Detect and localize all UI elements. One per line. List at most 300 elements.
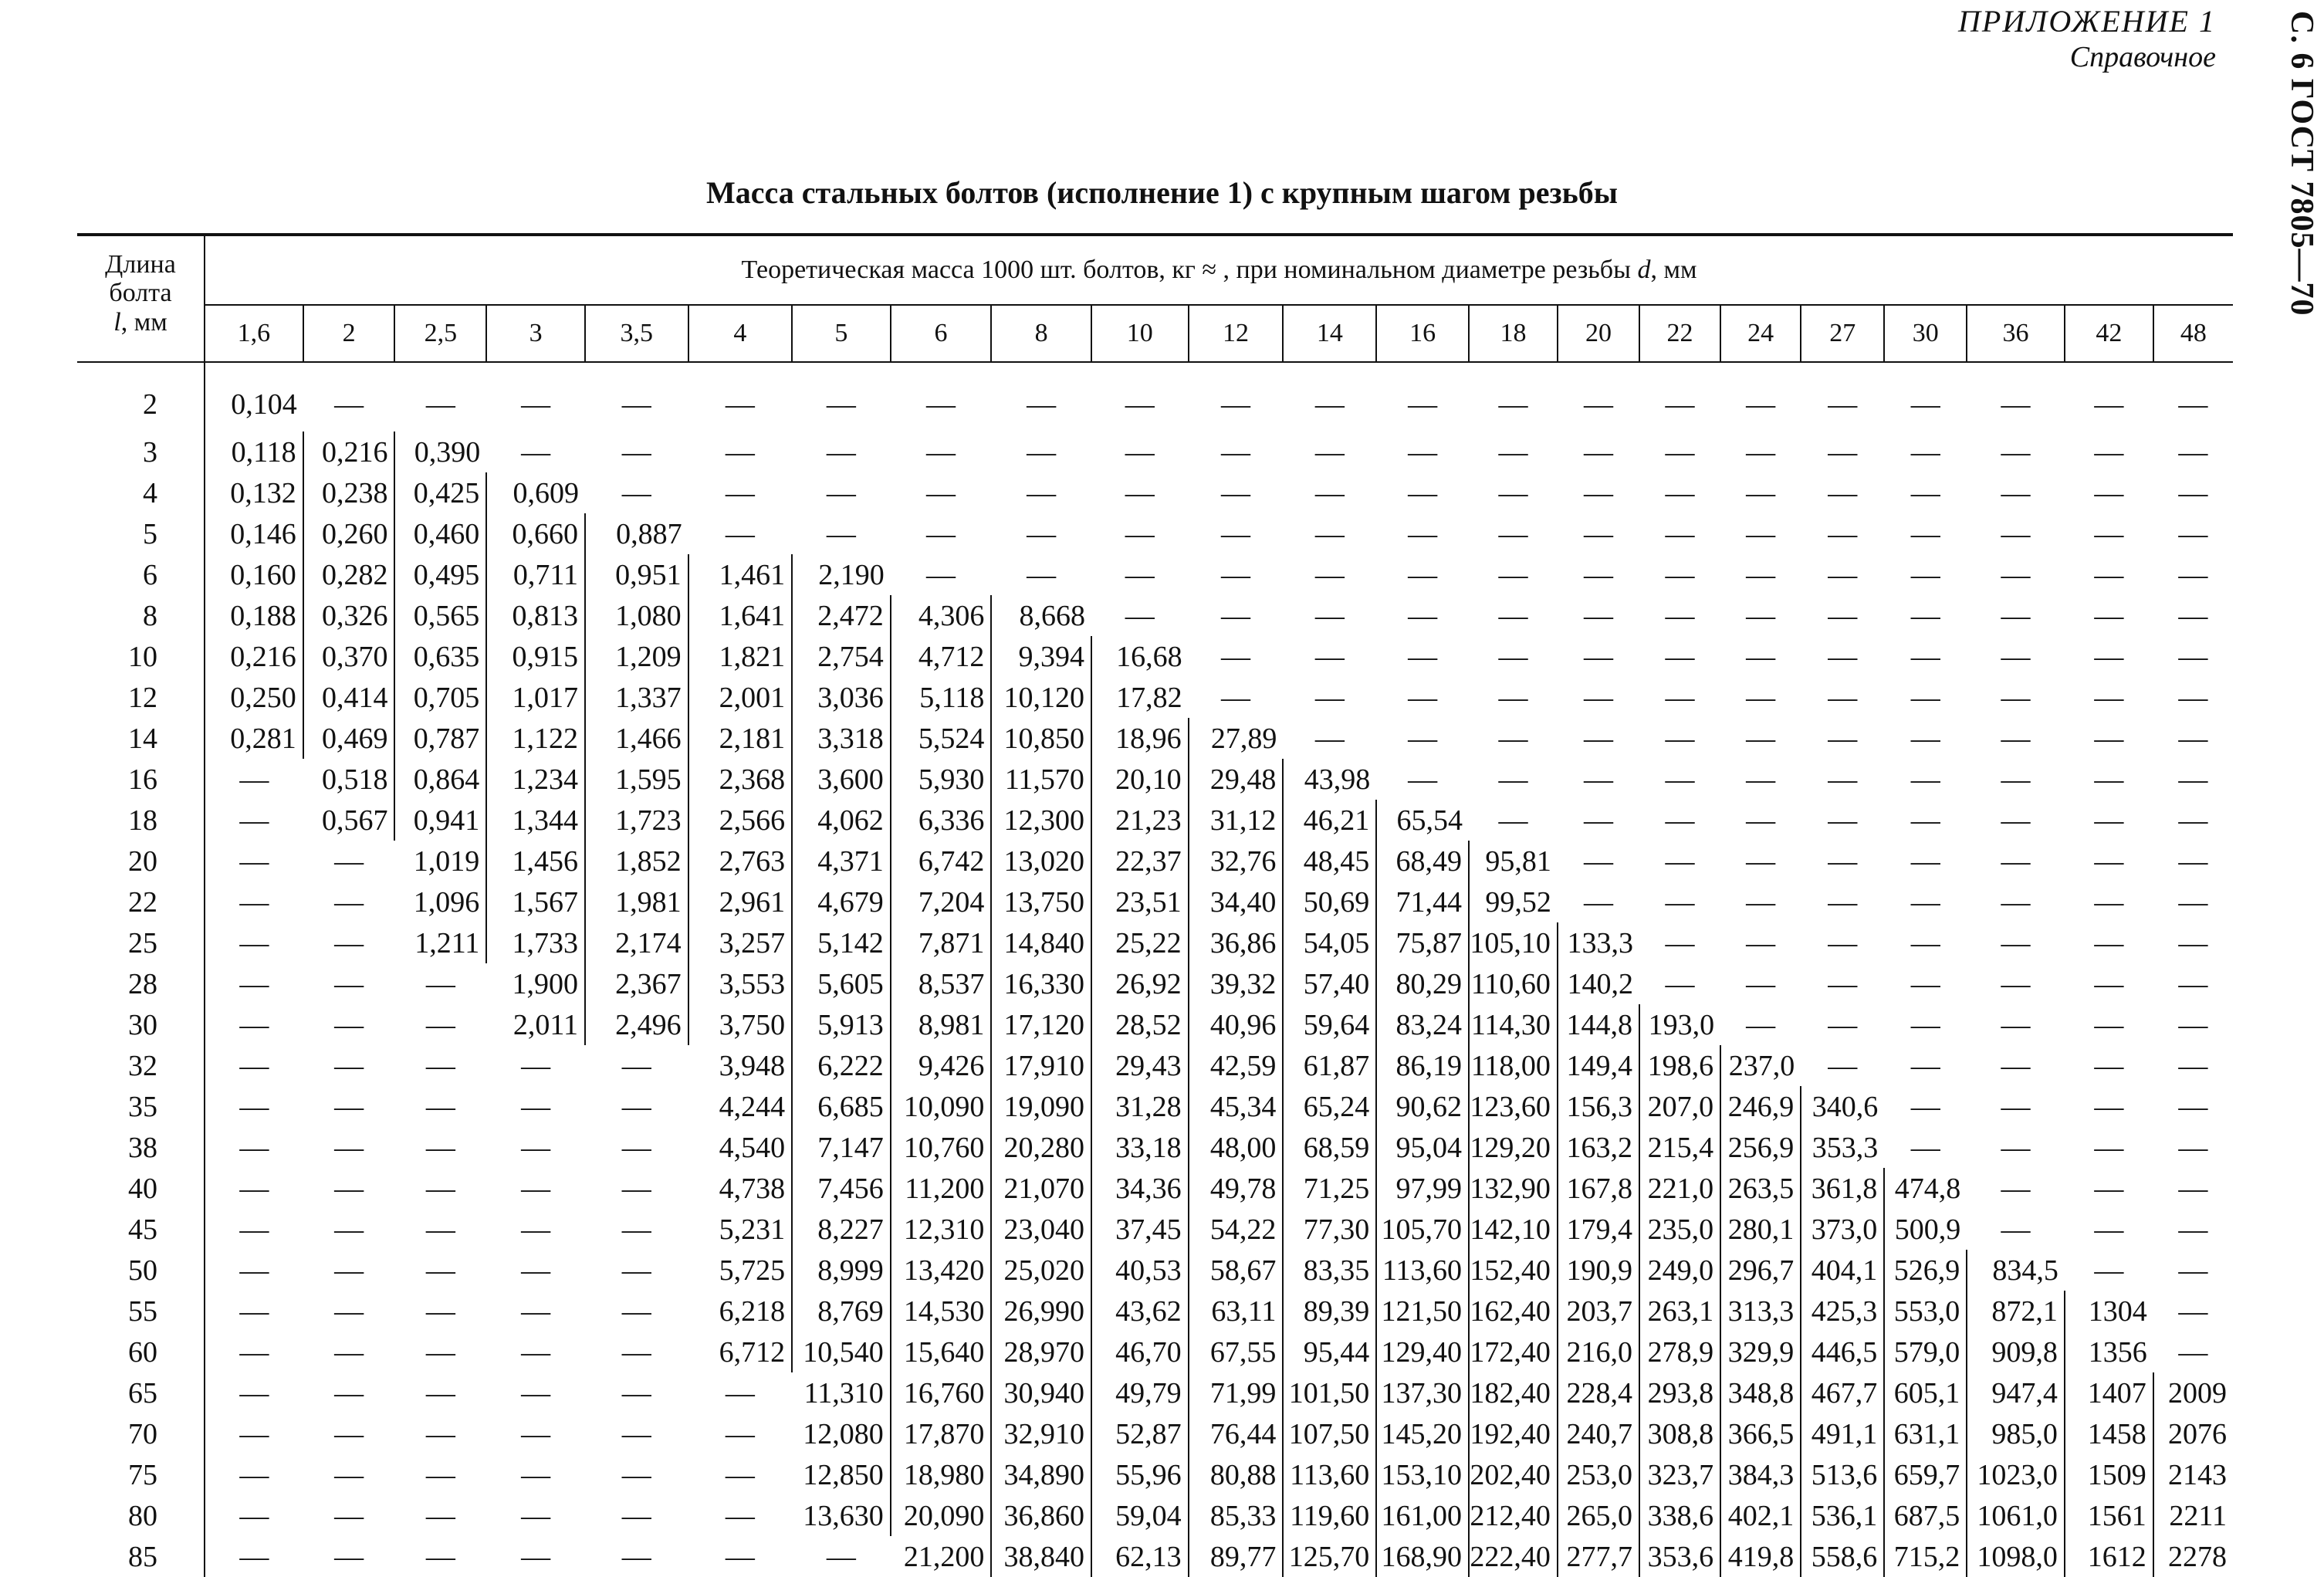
mass-value-cell: 76,44 (1189, 1413, 1284, 1454)
empty-mass-cell: — (621, 1131, 651, 1164)
mass-value-cell: 263,1 (1639, 1291, 1720, 1332)
empty-mass-cell: — (1746, 844, 1776, 878)
empty-mass-cell: — (521, 435, 551, 469)
empty-mass-cell: — (2178, 435, 2208, 469)
mass-value-cell: 2,001 (688, 677, 793, 718)
empty-mass-cell: — (1027, 476, 1057, 509)
empty-mass-cell: — (1314, 517, 1345, 550)
mass-value-cell: 4,062 (792, 800, 891, 841)
table-row (77, 1168, 2233, 1209)
mass-value-cell: 49,78 (1189, 1168, 1284, 1209)
mass-value-cell: 89,77 (1189, 1536, 1284, 1577)
empty-mass-cell: — (239, 1172, 269, 1205)
mass-value-cell: 118,00 (1469, 1045, 1558, 1086)
mass-value-cell: 246,9 (1720, 1086, 1801, 1127)
empty-mass-cell: — (334, 1049, 364, 1082)
empty-mass-cell: — (1583, 681, 1613, 714)
empty-mass-cell: — (2094, 640, 2124, 673)
empty-mass-cell: — (1314, 681, 1345, 714)
mass-value-cell: 340,6 (1801, 1086, 1884, 1127)
empty-mass-cell: — (1027, 387, 1057, 421)
empty-mass-cell: — (2001, 681, 2031, 714)
empty-mass-cell: — (2001, 640, 2031, 673)
empty-mass-cell: — (1583, 599, 1613, 632)
table-row (77, 431, 2233, 472)
mass-value-cell: 1,209 (585, 636, 688, 677)
empty-mass-cell: — (1828, 1049, 1858, 1082)
empty-mass-cell: — (2178, 387, 2208, 421)
empty-mass-cell: — (334, 1254, 364, 1287)
empty-mass-cell: — (621, 1172, 651, 1205)
bolt-length-cell: 22 (77, 882, 205, 922)
empty-mass-cell: — (2001, 844, 2031, 878)
empty-mass-cell: — (1665, 517, 1695, 550)
empty-mass-cell: — (239, 885, 269, 919)
mass-value-cell: 95,44 (1283, 1332, 1376, 1372)
mass-value-cell: 25,020 (991, 1250, 1091, 1291)
mass-value-cell: 4,371 (792, 841, 891, 882)
mass-value-cell: 95,04 (1376, 1127, 1469, 1168)
diameter-header: 2,5 (394, 305, 486, 362)
mass-value-cell: 687,5 (1884, 1495, 1967, 1536)
table-row (77, 1045, 2233, 1086)
mass-value-cell: 2,566 (688, 800, 793, 841)
empty-mass-cell: — (2094, 885, 2124, 919)
empty-mass-cell: — (1828, 844, 1858, 878)
empty-mass-cell: — (239, 1049, 269, 1082)
mass-value-cell: 52,87 (1091, 1413, 1189, 1454)
mass-value-cell: 16,330 (991, 963, 1091, 1004)
mass-value-cell: 119,60 (1283, 1495, 1376, 1536)
empty-mass-cell: — (1910, 804, 1940, 837)
mass-value-cell: 579,0 (1884, 1332, 1967, 1372)
mass-value-cell: 1407 (2065, 1372, 2153, 1413)
diameter-header: 1,6 (205, 305, 303, 362)
empty-mass-cell: — (621, 1458, 651, 1491)
mass-value-cell: 2,174 (585, 922, 688, 963)
empty-mass-cell: — (1408, 681, 1438, 714)
empty-mass-cell: — (621, 1090, 651, 1123)
empty-mass-cell: — (1746, 763, 1776, 796)
empty-mass-cell: — (334, 844, 364, 878)
table-row (77, 1372, 2233, 1413)
mass-value-cell: 8,769 (792, 1291, 891, 1332)
mass-value-cell: 3,553 (688, 963, 793, 1004)
mass-value-cell: 198,6 (1639, 1045, 1720, 1086)
empty-mass-cell: — (1498, 640, 1528, 673)
empty-mass-cell: — (1314, 476, 1345, 509)
mass-value-cell: 4,244 (719, 1090, 786, 1123)
empty-mass-cell: — (425, 1417, 455, 1450)
empty-mass-cell: — (334, 1376, 364, 1409)
mass-value-cell: 404,1 (1801, 1250, 1884, 1291)
mass-value-cell: 133,3 (1558, 922, 1639, 963)
mass-value-cell: 17,120 (991, 1004, 1091, 1045)
empty-mass-cell: — (2094, 1254, 2124, 1287)
empty-mass-cell: — (1828, 926, 1858, 959)
empty-mass-cell: — (1910, 640, 1940, 673)
mass-caption-header (205, 235, 2233, 305)
mass-value-cell: 0,250 (230, 681, 296, 714)
bolt-length-cell: 28 (77, 963, 205, 1004)
mass-value-cell: 253,0 (1558, 1454, 1639, 1495)
empty-mass-cell: — (1746, 517, 1776, 550)
empty-mass-cell: — (425, 967, 455, 1000)
table-row (77, 1291, 2233, 1332)
empty-mass-cell: — (2001, 1049, 2031, 1082)
empty-mass-cell: — (1665, 763, 1695, 796)
mass-value-cell: 121,50 (1376, 1291, 1469, 1332)
empty-mass-cell: — (1910, 885, 1940, 919)
bolt-length-cell: 80 (77, 1495, 205, 1536)
mass-value-cell: 474,8 (1884, 1168, 1967, 1209)
mass-value-cell: 1,019 (413, 844, 480, 878)
empty-mass-cell: — (1498, 435, 1528, 469)
mass-value-cell: 2,754 (792, 636, 891, 677)
empty-mass-cell: — (1746, 1008, 1776, 1041)
empty-mass-cell: — (1746, 804, 1776, 837)
empty-mass-cell: — (1828, 640, 1858, 673)
empty-mass-cell: — (2178, 640, 2208, 673)
empty-mass-cell: — (334, 1294, 364, 1328)
empty-mass-cell: — (1746, 681, 1776, 714)
diameter-header: 36 (1967, 305, 2065, 362)
mass-value-cell: 17,870 (891, 1413, 992, 1454)
empty-mass-cell: — (1583, 804, 1613, 837)
table-row (77, 513, 2233, 554)
empty-mass-cell: — (334, 1172, 364, 1205)
table-row (77, 595, 2233, 636)
mass-value-cell: 1,211 (414, 926, 480, 959)
diameter-header: 30 (1884, 305, 1967, 362)
mass-value-cell: 31,28 (1091, 1086, 1189, 1127)
mass-value-cell: 21,23 (1091, 800, 1189, 841)
mass-value-cell: 0,282 (303, 554, 395, 595)
empty-mass-cell: — (2178, 1335, 2208, 1369)
empty-mass-cell: — (2094, 1172, 2124, 1205)
mass-value-cell: 8,537 (891, 963, 992, 1004)
mass-value-cell: 425,3 (1801, 1291, 1884, 1332)
empty-mass-cell: — (1221, 681, 1251, 714)
empty-mass-cell: — (334, 1090, 364, 1123)
mass-value-cell: 6,336 (891, 800, 992, 841)
mass-value-cell: 1,080 (585, 595, 688, 636)
mass-value-cell: 36,86 (1189, 922, 1284, 963)
mass-value-cell: 553,0 (1884, 1291, 1967, 1332)
table-row (77, 841, 2233, 882)
length-header-line3 (77, 308, 204, 337)
mass-value-cell: 5,231 (719, 1213, 786, 1246)
diameter-header: 10 (1091, 305, 1189, 362)
mass-value-cell: 9,394 (991, 636, 1091, 677)
mass-value-cell: 46,70 (1091, 1332, 1189, 1372)
mass-value-cell: 8,668 (991, 595, 1091, 636)
diameter-header: 27 (1801, 305, 1884, 362)
table-row (77, 1536, 2233, 1577)
empty-mass-cell: — (334, 885, 364, 919)
mass-value-cell: 7,147 (792, 1127, 891, 1168)
empty-mass-cell: — (1314, 640, 1345, 673)
mass-value-cell: 558,6 (1801, 1536, 1884, 1577)
empty-mass-cell: — (1498, 681, 1528, 714)
mass-value-cell: 13,750 (991, 882, 1091, 922)
mass-value-cell: 2143 (2153, 1454, 2233, 1495)
empty-mass-cell: — (1125, 435, 1155, 469)
mass-value-cell: 3,948 (719, 1049, 786, 1082)
mass-value-cell: 19,090 (991, 1086, 1091, 1127)
empty-mass-cell: — (1221, 640, 1251, 673)
empty-mass-cell: — (2001, 885, 2031, 919)
empty-mass-cell: — (521, 387, 551, 421)
mass-value-cell: 3,600 (792, 759, 891, 800)
empty-mass-cell: — (1408, 763, 1438, 796)
mass-value-cell: 29,48 (1189, 759, 1284, 800)
mass-value-cell: 0,132 (230, 476, 296, 509)
empty-mass-cell: — (1408, 435, 1438, 469)
mass-value-cell: 605,1 (1884, 1372, 1967, 1413)
mass-value-cell: 0,941 (394, 800, 486, 841)
mass-value-cell: 13,630 (803, 1499, 884, 1532)
mass-value-cell: 348,8 (1720, 1372, 1801, 1413)
table-row (77, 1332, 2233, 1372)
mass-value-cell: 107,50 (1283, 1413, 1376, 1454)
empty-mass-cell: — (1027, 435, 1057, 469)
diameter-header: 8 (991, 305, 1091, 362)
empty-mass-cell: — (1910, 844, 1940, 878)
mass-value-cell: 202,40 (1469, 1454, 1558, 1495)
mass-value-cell: 32,76 (1189, 841, 1284, 882)
empty-mass-cell: — (2178, 885, 2208, 919)
mass-value-cell: 23,040 (991, 1209, 1091, 1250)
empty-mass-cell: — (2094, 804, 2124, 837)
table-row (77, 1250, 2233, 1291)
mass-value-cell: 8,981 (891, 1004, 992, 1045)
empty-mass-cell: — (1910, 681, 1940, 714)
empty-mass-cell: — (1746, 640, 1776, 673)
mass-value-cell: 384,3 (1720, 1454, 1801, 1495)
mass-value-cell: 1,122 (486, 718, 585, 759)
mass-value-cell: 1023,0 (1967, 1454, 2065, 1495)
empty-mass-cell: — (2094, 476, 2124, 509)
mass-value-cell: 86,19 (1376, 1045, 1469, 1086)
bolt-length-cell: 3 (77, 431, 205, 472)
empty-mass-cell: — (334, 967, 364, 1000)
mass-value-cell: 45,34 (1189, 1086, 1284, 1127)
empty-mass-cell: — (1408, 599, 1438, 632)
table-title: Масса стальных болтов (исполнение 1) с крупным шагом резьбы (706, 175, 1618, 210)
diameter-header: 22 (1639, 305, 1720, 362)
mass-value-cell: 2,961 (688, 882, 793, 922)
empty-mass-cell: — (621, 1213, 651, 1246)
mass-value-cell: 203,7 (1558, 1291, 1639, 1332)
empty-mass-cell: — (2001, 926, 2031, 959)
empty-mass-cell: — (1746, 387, 1776, 421)
mass-value-cell: 5,142 (792, 922, 891, 963)
mass-value-cell: 58,67 (1189, 1250, 1284, 1291)
mass-value-cell: 5,913 (792, 1004, 891, 1045)
mass-value-cell: 3,318 (792, 718, 891, 759)
mass-value-cell: 26,92 (1091, 963, 1189, 1004)
mass-value-cell: 193,0 (1639, 1004, 1720, 1045)
mass-value-cell: 3,750 (688, 1004, 793, 1045)
mass-value-cell: 4,540 (719, 1131, 786, 1164)
mass-value-cell: 113,60 (1376, 1250, 1469, 1291)
mass-value-cell: 0,469 (303, 718, 395, 759)
table-row (77, 1495, 2233, 1536)
empty-mass-cell: — (1125, 476, 1155, 509)
empty-mass-cell: — (1314, 558, 1345, 591)
bolt-length-cell: 50 (77, 1250, 205, 1291)
empty-mass-cell: — (1665, 476, 1695, 509)
mass-value-cell: 57,40 (1283, 963, 1376, 1004)
empty-mass-cell: — (1665, 681, 1695, 714)
mass-value-cell: 113,60 (1283, 1454, 1376, 1495)
empty-mass-cell: — (1910, 722, 1940, 755)
mass-value-cell: 17,910 (991, 1045, 1091, 1086)
mass-value-cell: 110,60 (1469, 963, 1558, 1004)
empty-mass-cell: — (239, 926, 269, 959)
mass-value-cell: 0,495 (394, 554, 486, 595)
mass-value-cell: 1,567 (486, 882, 585, 922)
mass-value-cell: 0,146 (230, 517, 296, 550)
mass-value-cell: 221,0 (1639, 1168, 1720, 1209)
length-variable: l (113, 307, 121, 337)
bolt-mass-table (77, 233, 2233, 1577)
mass-value-cell: 1509 (2065, 1454, 2153, 1495)
diameter-header: 14 (1283, 305, 1376, 362)
empty-mass-cell: — (1125, 558, 1155, 591)
empty-mass-cell: — (1828, 387, 1858, 421)
mass-value-cell: 0,370 (303, 636, 395, 677)
empty-mass-cell: — (2001, 387, 2031, 421)
empty-mass-cell: — (425, 1458, 455, 1491)
empty-mass-cell: — (826, 476, 856, 509)
mass-value-cell: 6,218 (719, 1294, 786, 1328)
mass-value-cell: 20,280 (991, 1127, 1091, 1168)
bolt-length-cell: 65 (77, 1372, 205, 1413)
mass-value-cell: 353,3 (1801, 1127, 1884, 1168)
empty-mass-cell: — (1665, 804, 1695, 837)
mass-value-cell: 909,8 (1967, 1332, 2065, 1372)
mass-value-cell: 6,712 (719, 1335, 786, 1369)
mass-value-cell: 15,640 (891, 1332, 992, 1372)
empty-mass-cell: — (1498, 722, 1528, 755)
mass-value-cell: 237,0 (1720, 1045, 1801, 1086)
mass-value-cell: 43,62 (1091, 1291, 1189, 1332)
empty-mass-cell: — (2178, 926, 2208, 959)
mass-value-cell: 190,9 (1558, 1250, 1639, 1291)
mass-value-cell: 71,99 (1189, 1372, 1284, 1413)
diameter-header: 3,5 (585, 305, 688, 362)
empty-mass-cell: — (1910, 476, 1940, 509)
mass-value-cell: 89,39 (1283, 1291, 1376, 1332)
length-header-line1: Длина (105, 250, 176, 279)
mass-value-cell: 20,10 (1091, 759, 1189, 800)
empty-mass-cell: — (1828, 435, 1858, 469)
mass-value-cell: 402,1 (1720, 1495, 1801, 1536)
empty-mass-cell: — (1665, 967, 1695, 1000)
empty-mass-cell: — (239, 1213, 269, 1246)
empty-mass-cell: — (521, 1049, 551, 1082)
empty-mass-cell: — (1828, 476, 1858, 509)
empty-mass-cell: — (1665, 387, 1695, 421)
mass-value-cell: 228,4 (1558, 1372, 1639, 1413)
mass-value-cell: 11,310 (803, 1376, 884, 1409)
mass-value-cell: 125,70 (1283, 1536, 1376, 1577)
empty-mass-cell: — (2094, 722, 2124, 755)
empty-mass-cell: — (521, 1335, 551, 1369)
empty-mass-cell: — (521, 1172, 551, 1205)
empty-mass-cell: — (2094, 387, 2124, 421)
mass-value-cell: 156,3 (1558, 1086, 1639, 1127)
empty-mass-cell: — (521, 1090, 551, 1123)
empty-mass-cell: — (1910, 967, 1940, 1000)
mass-value-cell: 129,20 (1469, 1127, 1558, 1168)
mass-value-cell: 10,760 (891, 1127, 992, 1168)
empty-mass-cell: — (334, 1499, 364, 1532)
table-row (77, 1004, 2233, 1045)
empty-mass-cell: — (1910, 558, 1940, 591)
mass-value-cell: 513,6 (1801, 1454, 1884, 1495)
mass-value-cell: 101,50 (1283, 1372, 1376, 1413)
mass-value-cell: 65,54 (1376, 800, 1469, 841)
mass-value-cell: 10,850 (991, 718, 1091, 759)
empty-mass-cell: — (1746, 885, 1776, 919)
bolt-length-cell: 2 (77, 362, 205, 431)
empty-mass-cell: — (2178, 681, 2208, 714)
mass-value-cell: 85,33 (1189, 1495, 1284, 1536)
empty-mass-cell: — (1665, 599, 1695, 632)
empty-mass-cell: — (2001, 1008, 2031, 1041)
empty-mass-cell: — (425, 1049, 455, 1082)
empty-mass-cell: — (425, 1213, 455, 1246)
mass-value-cell: 152,40 (1469, 1250, 1558, 1291)
empty-mass-cell: — (2001, 1090, 2031, 1123)
bolt-length-cell: 70 (77, 1413, 205, 1454)
empty-mass-cell: — (1910, 599, 1940, 632)
mass-value-cell: 0,565 (394, 595, 486, 636)
mass-value-cell: 2,496 (585, 1004, 688, 1045)
mass-value-cell: 1,017 (486, 677, 585, 718)
mass-value-cell: 61,87 (1283, 1045, 1376, 1086)
mass-value-cell: 1,852 (585, 841, 688, 882)
empty-mass-cell: — (239, 1376, 269, 1409)
empty-mass-cell: — (1583, 844, 1613, 878)
mass-value-cell: 13,420 (891, 1250, 992, 1291)
mass-value-cell: 43,98 (1283, 759, 1376, 800)
mass-value-cell: 36,860 (991, 1495, 1091, 1536)
mass-value-cell: 0,104 (231, 387, 297, 421)
empty-mass-cell: — (621, 1294, 651, 1328)
mass-value-cell: 834,5 (1967, 1250, 2065, 1291)
empty-mass-cell: — (725, 435, 755, 469)
mass-value-cell: 153,10 (1376, 1454, 1469, 1495)
appendix-heading (1958, 5, 2216, 74)
mass-value-cell: 68,59 (1283, 1127, 1376, 1168)
empty-mass-cell: — (725, 1376, 755, 1409)
mass-value-cell: 83,24 (1376, 1004, 1469, 1045)
mass-value-cell: 172,40 (1469, 1332, 1558, 1372)
empty-mass-cell: — (521, 1294, 551, 1328)
length-column-header (77, 235, 205, 362)
empty-mass-cell: — (1828, 1008, 1858, 1041)
mass-value-cell: 137,30 (1376, 1372, 1469, 1413)
mass-value-cell: 5,118 (891, 677, 992, 718)
mass-value-cell: 7,456 (792, 1168, 891, 1209)
mass-value-cell: 872,1 (1967, 1291, 2065, 1332)
empty-mass-cell: — (239, 1254, 269, 1287)
empty-mass-cell: — (2001, 1131, 2031, 1164)
